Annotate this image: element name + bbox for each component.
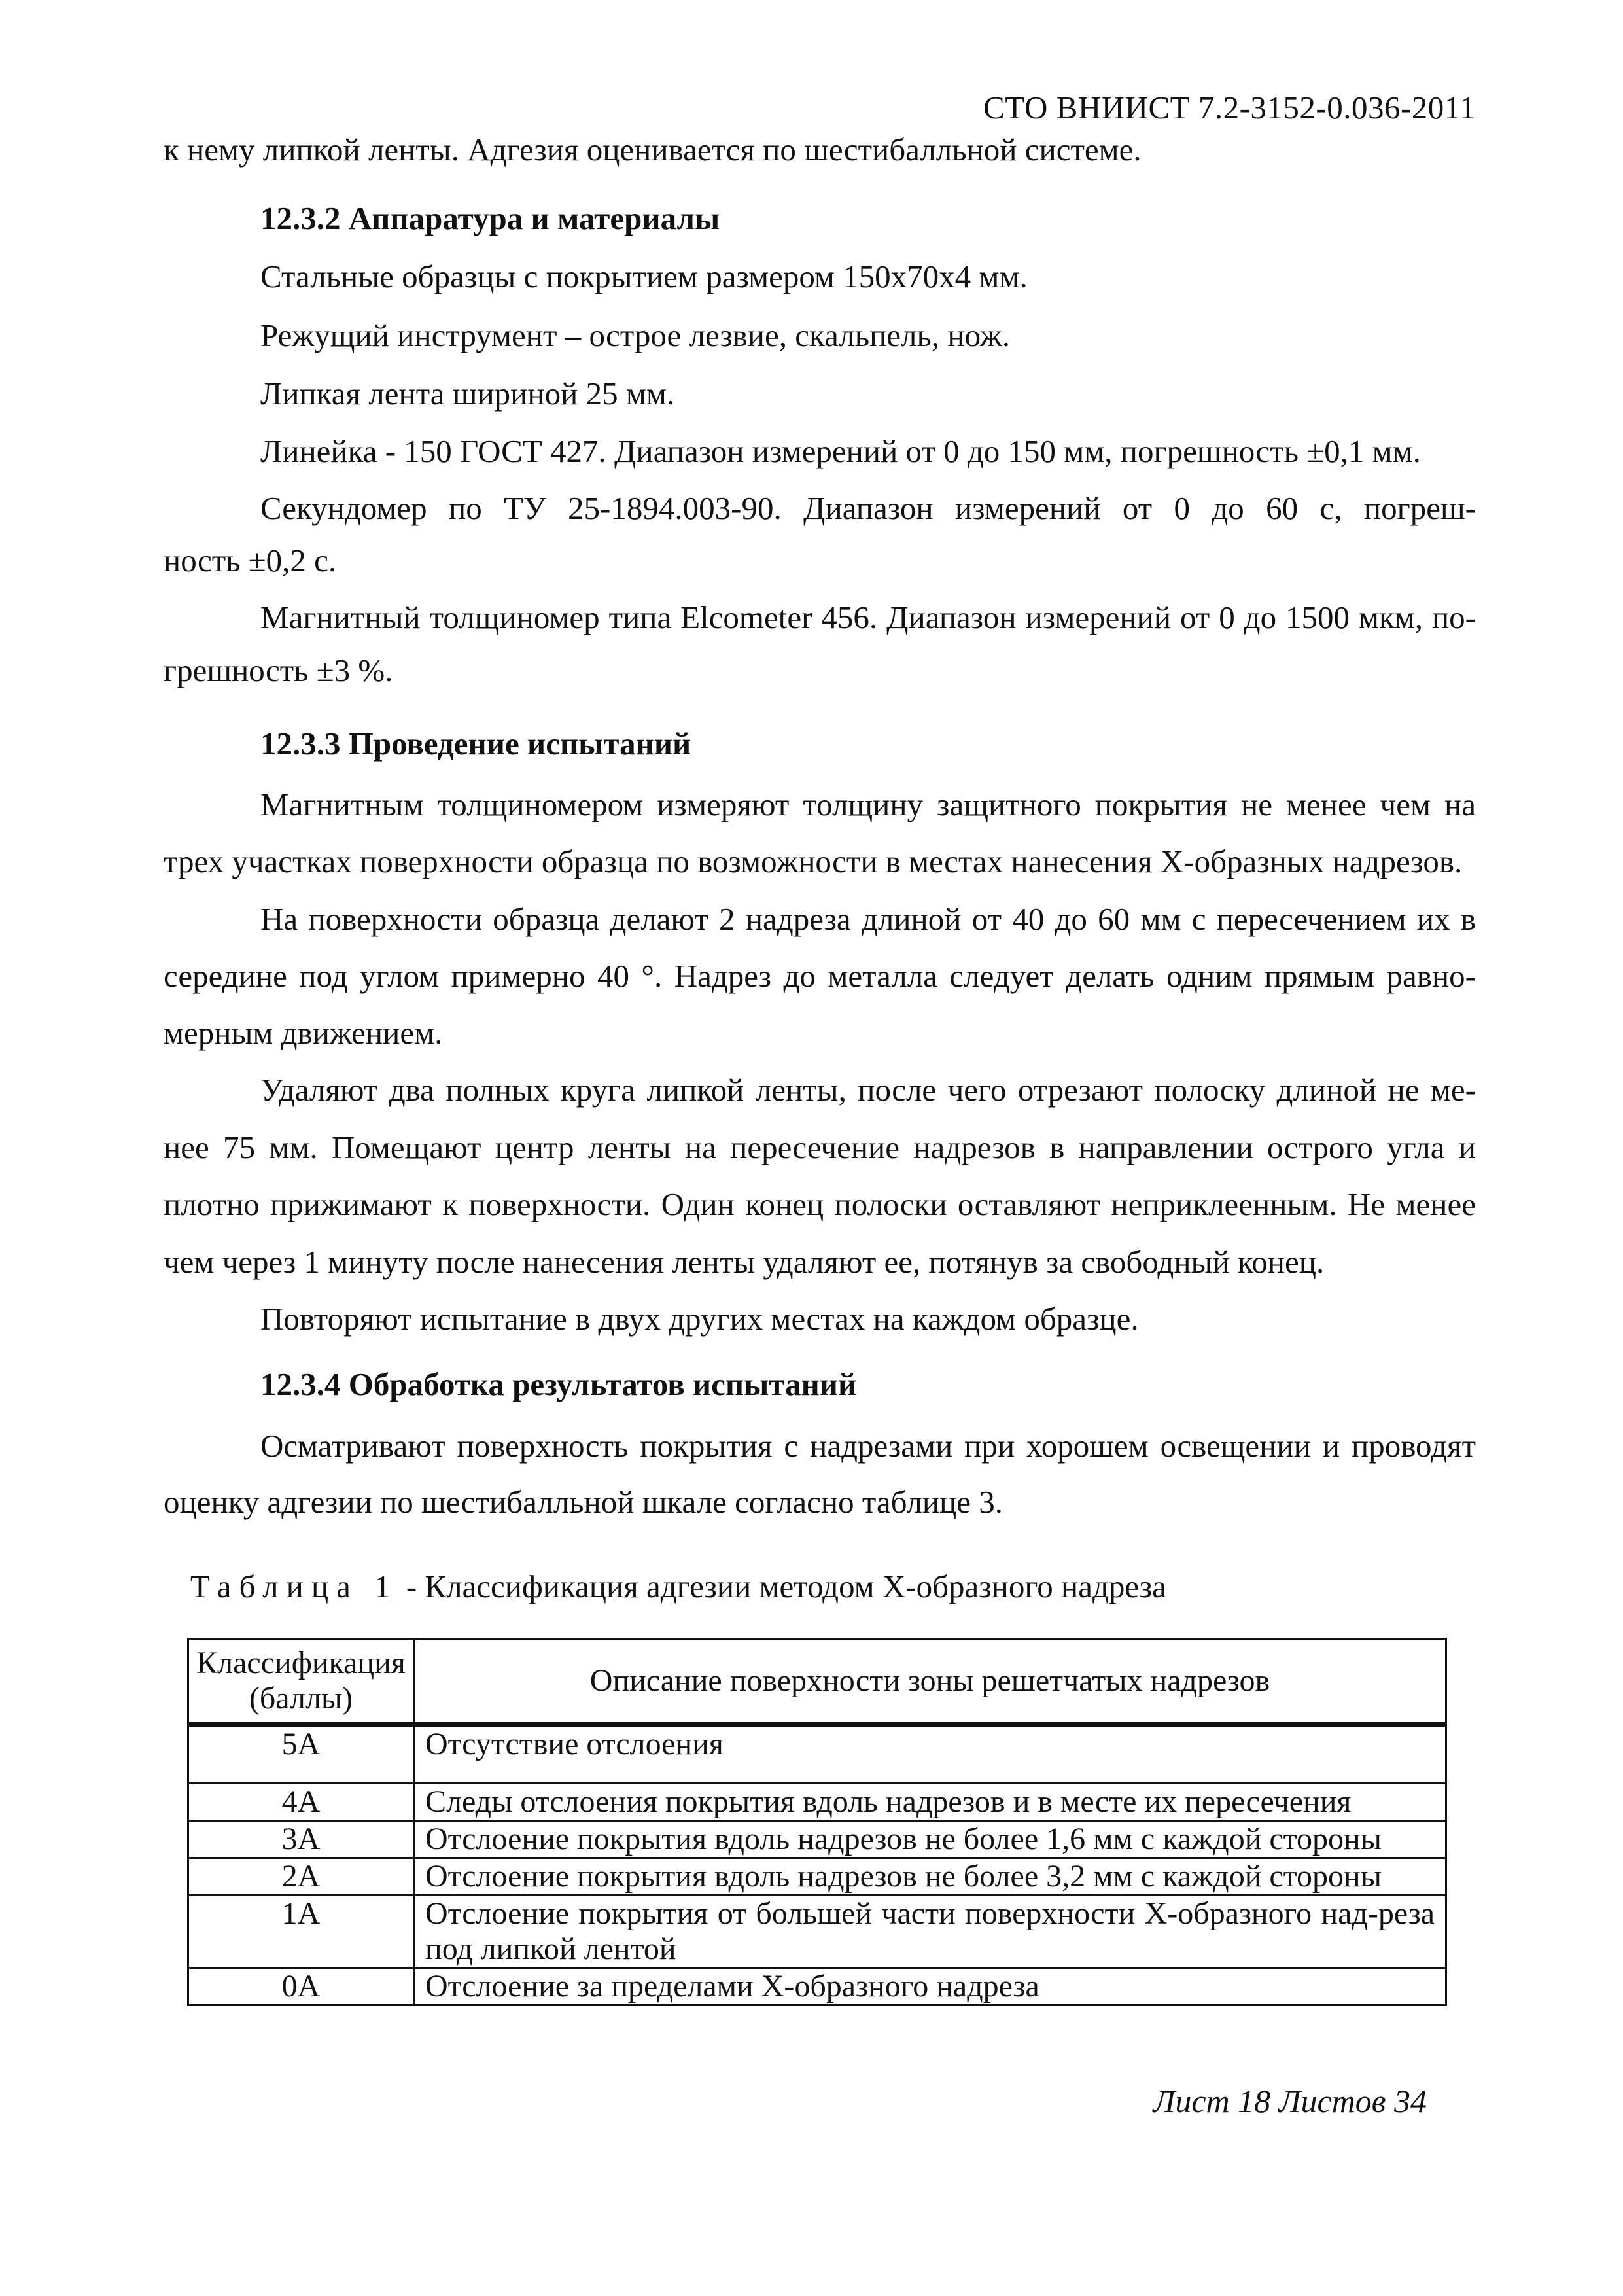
equipment-cutting-tool: Режущий инструмент – острое лезвие, скальпель, нож. [260, 317, 1010, 353]
testing-p3-line1: Удаляют два полных круга липкой ленты, после чего отрезают полоску длиной не ме- [260, 1072, 1476, 1108]
results-p1-line2: оценку адгезии по шестибалльной шкале согласно таблице 3. [164, 1484, 1003, 1520]
grade-cell: 1А [188, 1896, 414, 1968]
table-row [188, 1968, 1446, 2005]
table-header-row [188, 1639, 1446, 1725]
testing-p1-line2: трех участках поверхности образца по возможности в местах нанесения Х-образных надрезов. [164, 843, 1463, 879]
equipment-ruler: Линейка - 150 ГОСТ 427. Диапазон измерений от 0 до 150 мм, погрешность ±0,1 мм. [260, 433, 1421, 469]
testing-p3-line2: нее 75 мм. Помещают центр ленты на пересечение надрезов в направлении острого угла и [164, 1129, 1476, 1165]
grade-cell: 2А [188, 1858, 414, 1896]
table-row [188, 1896, 1446, 1968]
description-cell: Отслоение покрытия вдоль надрезов не более 1,6 мм с каждой стороны [414, 1821, 1446, 1858]
equipment-stopwatch-line1: Секундомер по ТУ 25-1894.003-90. Диапазон измерений от 0 до 60 с, погреш- [260, 490, 1476, 526]
results-p1-line1: Осматривают поверхность покрытия с надрезами при хорошем освещении и проводят [260, 1428, 1476, 1464]
testing-p3-line3: плотно прижимают к поверхности. Один конец полоски оставляют неприклеенным. Не менее [164, 1186, 1476, 1222]
table-row [188, 1725, 1446, 1784]
description-cell: Отсутствие отслоения [414, 1725, 1446, 1784]
section-heading-testing: 12.3.3 Проведение испытаний [260, 726, 691, 762]
column-header-description: Описание поверхности зоны решетчатых надрезов [414, 1639, 1446, 1725]
testing-p2-line3: мерным движением. [164, 1015, 443, 1051]
table-row [188, 1784, 1446, 1821]
description-cell: Отслоение покрытия от большей части поверхности Х-образного над-реза под липкой лентой [414, 1896, 1446, 1968]
testing-p2-line2: середине под углом примерно 40 °. Надрез до металла следует делать одним прямым равно- [164, 958, 1476, 994]
column-header-classification: Классификация (баллы) [188, 1639, 414, 1725]
equipment-gauge-line2: грешность ±3 %. [164, 652, 393, 688]
classification-table [187, 1638, 1447, 2006]
testing-p1-line1: Магнитным толщиномером измеряют толщину защитного покрытия не менее чем на [260, 786, 1476, 822]
grade-cell: 5А [188, 1725, 414, 1784]
table-row [188, 1821, 1446, 1858]
description-cell: Следы отслоения покрытия вдоль надрезов и в месте их пересечения [414, 1784, 1446, 1821]
table-caption-text: - Классификация адгезии методом Х-образного надреза [398, 1568, 1166, 1604]
description-cell: Отслоение за пределами Х-образного надреза [414, 1968, 1446, 2005]
intro-line: к нему липкой ленты. Адгезия оценивается по шестибалльной системе. [164, 132, 1142, 168]
grade-cell: 3А [188, 1821, 414, 1858]
equipment-stopwatch-line2: ность ±0,2 с. [164, 542, 337, 578]
testing-p2-line1: На поверхности образца делают 2 надреза длиной от 40 до 60 мм с пересечением их в [260, 901, 1476, 937]
section-heading-equipment: 12.3.2 Аппаратура и материалы [260, 200, 720, 236]
equipment-tape: Липкая лента шириной 25 мм. [260, 376, 675, 412]
section-heading-results: 12.3.4 Обработка результатов испытаний [260, 1366, 857, 1402]
description-cell: Отслоение покрытия вдоль надрезов не более 3,2 мм с каждой стороны [414, 1858, 1446, 1896]
table-caption [190, 1568, 1166, 1605]
grade-cell: 0А [188, 1968, 414, 2005]
table-caption-label: Таблица 1 [190, 1568, 398, 1604]
document-code: СТО ВНИИСТ 7.2-3152-0.036-2011 [983, 90, 1476, 126]
table-row [188, 1858, 1446, 1896]
equipment-gauge-line1: Магнитный толщиномер типа Elcometer 456. Диапазон измерений от 0 до 1500 мкм, по- [260, 599, 1476, 635]
testing-p4: Повторяют испытание в двух других местах на каждом образце. [260, 1301, 1139, 1337]
sheet-footer: Лист 18 Листов 34 [1153, 2083, 1427, 2119]
equipment-samples: Стальные образцы с покрытием размером 150х70х4 мм. [260, 258, 1028, 294]
grade-cell: 4А [188, 1784, 414, 1821]
testing-p3-line4: чем через 1 минуту после нанесения ленты удаляют ее, потянув за свободный конец. [164, 1244, 1325, 1280]
